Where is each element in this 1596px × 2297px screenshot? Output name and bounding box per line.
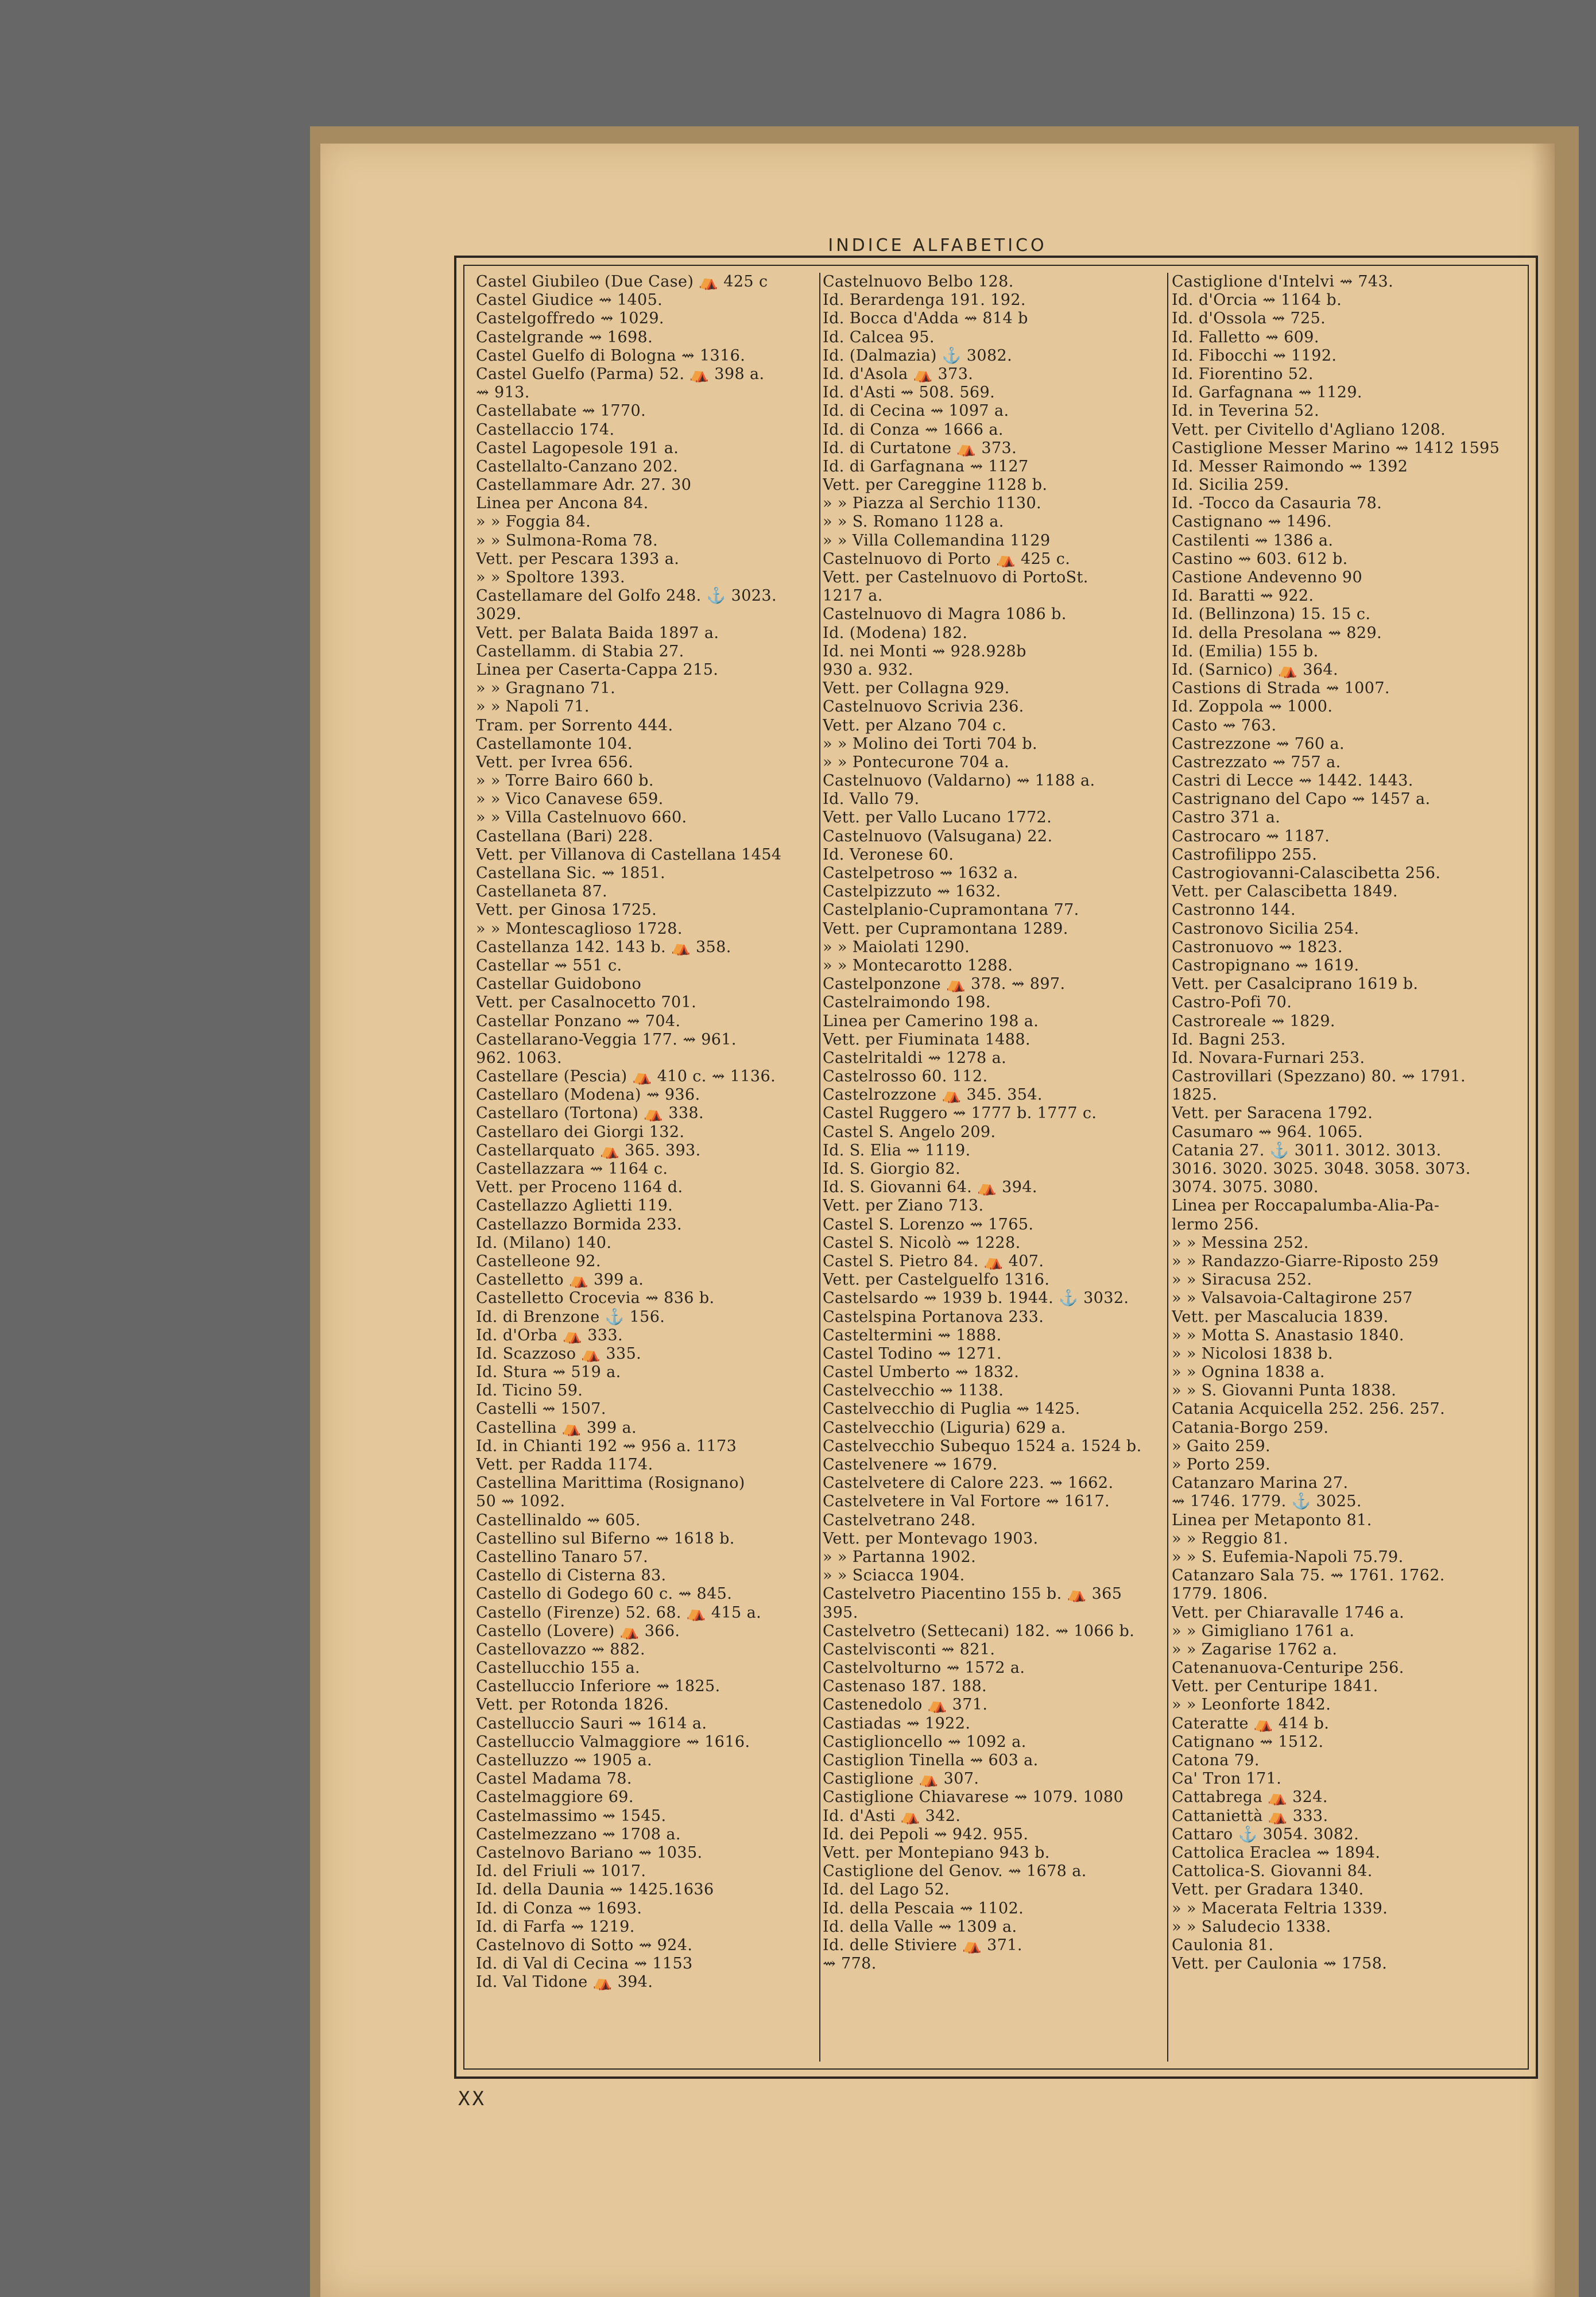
index-entry: Id. (Emilia) 155 b. (1172, 642, 1319, 660)
index-entry: Castelvecchio (Liguria) 629 a. (823, 1418, 1066, 1437)
index-entry: Id. S. Giorgio 82. (823, 1160, 961, 1178)
index-entry: Castel Todino ⇝ 1271. (823, 1344, 1002, 1363)
index-entry: » » Reggio 81. (1172, 1529, 1289, 1548)
index-entry: Id. in Teverina 52. (1172, 402, 1319, 420)
index-entry: Caulonia 81. (1172, 1936, 1274, 1954)
index-entry: Linea per Metaponto 81. (1172, 1511, 1372, 1529)
index-entry: Vett. per Saracena 1792. (1172, 1104, 1373, 1123)
index-entry: Castel Lagopesole 191 a. (476, 439, 679, 457)
index-entry: Castelvetere di Calore 223. ⇝ 1662. (823, 1474, 1114, 1492)
index-entry: » Porto 259. (1172, 1456, 1270, 1474)
index-entry: Cattaro ⚓ 3054. 3082. (1172, 1825, 1359, 1843)
index-entry: Castelnuovo di Porto ⛺ 425 c. (823, 550, 1071, 568)
index-entry: Castellaneta 87. (476, 883, 608, 901)
index-entry: Castellana (Bari) 228. (476, 827, 653, 845)
index-entry: Catania 27. ⚓ 3011. 3012. 3013. (1172, 1141, 1442, 1159)
index-entry: » » Saludecio 1338. (1172, 1917, 1331, 1936)
index-entry: Vett. per Alzano 704 c. (823, 716, 1007, 734)
index-entry: Id. d'Asola ⛺ 373. (823, 365, 974, 383)
page-number: XX (458, 2087, 486, 2110)
index-entry: Vett. per Gradara 1340. (1172, 1881, 1364, 1899)
index-entry: Castelli ⇝ 1507. (476, 1400, 606, 1418)
index-entry: Id. -Tocco da Casauria 78. (1172, 494, 1382, 513)
index-entry: Id. Bocca d'Adda ⇝ 814 b (823, 310, 1028, 328)
index-entry: Castellazzo Aglietti 119. (476, 1197, 673, 1215)
index-entry: Castri di Lecce ⇝ 1442. 1443. (1172, 772, 1413, 790)
index-entry: 1825. (1172, 1086, 1218, 1104)
index-entry: » » Messina 252. (1172, 1233, 1309, 1252)
index-entry: Castelnuovo (Valdarno) ⇝ 1188 a. (823, 772, 1095, 790)
index-entry: » » Valsavoia-Caltagirone 257 (1172, 1289, 1413, 1308)
index-entry: » » Maiolati 1290. (823, 938, 970, 956)
index-entry: Castelgrande ⇝ 1698. (476, 328, 653, 346)
index-entry: Vett. per Ginosa 1725. (476, 901, 657, 919)
index-entry: Id. (Modena) 182. (823, 624, 968, 642)
index-entry: Id. della Valle ⇝ 1309 a. (823, 1917, 1017, 1936)
index-entry: Castrovillari (Spezzano) 80. ⇝ 1791. (1172, 1068, 1466, 1086)
index-entry: » » Pontecurone 704 a. (823, 753, 1009, 771)
index-entry: » » S. Romano 1128 a. (823, 513, 1004, 531)
index-frame (454, 256, 1538, 2079)
index-entry: » » Piazza al Serchio 1130. (823, 494, 1042, 513)
index-entry: Catenanuova-Centuripe 256. (1172, 1659, 1404, 1677)
index-entry: Id. Vallo 79. (823, 790, 920, 809)
index-entry: Castelvecchio di Puglia ⇝ 1425. (823, 1400, 1080, 1418)
index-entry: Linea per Roccapalumba-Alia-Pa- (1172, 1197, 1440, 1215)
index-entry: » » Siracusa 252. (1172, 1271, 1312, 1289)
index-entry: Castellina Marittima (Rosignano) (476, 1474, 745, 1492)
index-entry: Vett. per Proceno 1164 d. (476, 1178, 683, 1197)
index-entry: Catanzaro Sala 75. ⇝ 1761. 1762. (1172, 1567, 1445, 1585)
index-entry: Castel Ruggero ⇝ 1777 b. 1777 c. (823, 1104, 1097, 1123)
index-entry: Castelraimondo 198. (823, 993, 991, 1012)
index-entry: Castelluzzo ⇝ 1905 a. (476, 1751, 652, 1769)
index-entry: Castelgoffredo ⇝ 1029. (476, 310, 664, 328)
index-entry: Vett. per Caulonia ⇝ 1758. (1172, 1955, 1388, 1973)
index-entry: Castrogiovanni-Calascibetta 256. (1172, 864, 1441, 882)
index-page (320, 144, 1555, 2297)
index-entry: Castellanza 142. 143 b. ⛺ 358. (476, 938, 731, 956)
index-entry: Id. di Conza ⇝ 1666 a. (823, 420, 1004, 439)
index-entry: 3029. (476, 605, 522, 624)
index-entry: Id. Fibocchi ⇝ 1192. (1172, 346, 1337, 365)
index-entry: Castiglione Messer Marino ⇝ 1412 1595 (1172, 439, 1500, 457)
index-entry: » » Villa Collemandina 1129 (823, 531, 1051, 550)
index-entry: Castello di Godego 60 c. ⇝ 845. (476, 1585, 733, 1603)
index-entry: Castino ⇝ 603. 612 b. (1172, 550, 1348, 568)
index-entry: » » Zagarise 1762 a. (1172, 1640, 1338, 1658)
index-entry: Id. (Dalmazia) ⚓ 3082. (823, 346, 1013, 365)
index-entry: Castignano ⇝ 1496. (1172, 513, 1332, 531)
index-entry: lermo 256. (1172, 1215, 1260, 1233)
index-entry: Id. Novara-Furnari 253. (1172, 1049, 1365, 1067)
index-entry: Casto ⇝ 763. (1172, 716, 1277, 734)
index-entry: » » S. Eufemia-Napoli 75.79. (1172, 1548, 1404, 1566)
index-entry: Vett. per Casalciprano 1619 b. (1172, 975, 1419, 993)
index-entry: Id. delle Stiviere ⛺ 371. (823, 1936, 1022, 1954)
index-entry: Id. della Pescaia ⇝ 1102. (823, 1899, 1024, 1917)
index-entry: 930 a. 932. (823, 660, 913, 679)
index-entry: Id. Scazzoso ⛺ 335. (476, 1344, 642, 1363)
index-entry: Castellamm. di Stabia 27. (476, 642, 684, 660)
index-entry: Id. d'Orba ⛺ 333. (476, 1326, 623, 1344)
index-entry: Catania Acquicella 252. 256. 257. (1172, 1400, 1446, 1418)
index-column-3 (1172, 273, 1528, 2062)
index-entry: 962. 1063. (476, 1049, 562, 1067)
index-entry: Castione Andevenno 90 (1172, 569, 1363, 586)
index-entry: Linea per Ancona 84. (476, 494, 649, 513)
index-entry: Castello (Lovere) ⛺ 366. (476, 1622, 680, 1640)
index-entry: Linea per Caserta-Cappa 215. (476, 660, 719, 679)
index-entry: Id. Stura ⇝ 519 a. (476, 1363, 621, 1382)
index-entry: Castelnuovo di Magra 1086 b. (823, 605, 1067, 624)
index-entry: » » Gragnano 71. (476, 679, 616, 698)
index-entry: » » Leonforte 1842. (1172, 1696, 1331, 1714)
index-entry: Id. di Garfagnana ⇝ 1127 (823, 457, 1029, 475)
index-entry: Vett. per Radda 1174. (476, 1456, 653, 1474)
index-entry: Id. di Cecina ⇝ 1097 a. (823, 402, 1009, 420)
index-entry: Vett. per Villanova di Castellana 1454 (476, 845, 782, 864)
index-entry: Castellovazzo ⇝ 882. (476, 1640, 645, 1658)
index-entry: Castelpetroso ⇝ 1632 a. (823, 864, 1018, 882)
index-entry: Id. Baratti ⇝ 922. (1172, 587, 1314, 605)
index-entry: Castelvetro (Settecani) 182. ⇝ 1066 b. (823, 1622, 1135, 1640)
index-entry: Tram. per Sorrento 444. (476, 716, 673, 734)
index-entry: Cattabrega ⛺ 324. (1172, 1788, 1328, 1807)
index-entry: Casteltermini ⇝ 1888. (823, 1326, 1002, 1344)
index-entry: ⇝ 778. (823, 1955, 877, 1973)
index-entry: Castelnuovo (Valsugana) 22. (823, 827, 1053, 845)
index-entry: » » Spoltore 1393. (476, 569, 625, 586)
index-entry: Cattaniettà ⛺ 333. (1172, 1807, 1328, 1825)
index-entry: Castelnovo Bariano ⇝ 1035. (476, 1843, 703, 1862)
index-entry: Castiglione d'Intelvi ⇝ 743. (1172, 273, 1394, 291)
index-entry: Id. Calcea 95. (823, 328, 935, 346)
index-entry: Cateratte ⛺ 414 b. (1172, 1714, 1330, 1733)
index-entry: Id. Berardenga 191. 192. (823, 291, 1026, 310)
index-entry: Castro 371 a. (1172, 809, 1281, 827)
index-entry: Castiglione Chiavarese ⇝ 1079. 1080 (823, 1788, 1124, 1807)
index-entry: » » Vico Canavese 659. (476, 790, 664, 809)
index-entry: Castellana Sic. ⇝ 1851. (476, 864, 665, 882)
index-entry: Castelnuovo Belbo 128. (823, 273, 1014, 291)
index-entry: Id. della Presolana ⇝ 829. (1172, 624, 1382, 642)
index-entry: Id. dei Pepoli ⇝ 942. 955. (823, 1825, 1029, 1843)
index-entry: Id. di Conza ⇝ 1693. (476, 1899, 642, 1917)
index-entry: Id. Sicilia 259. (1172, 476, 1289, 494)
index-entry: Castelluccio Sauri ⇝ 1614 a. (476, 1714, 707, 1733)
index-entry: Vett. per Ivrea 656. (476, 753, 634, 771)
index-entry: » » Molino dei Torti 704 b. (823, 734, 1038, 753)
index-entry: Castrocaro ⇝ 1187. (1172, 827, 1330, 845)
index-entry: Id. di Curtatone ⛺ 373. (823, 439, 1017, 457)
index-entry: Vett. per Rotonda 1826. (476, 1696, 669, 1714)
index-entry: Castrignano del Capo ⇝ 1457 a. (1172, 790, 1431, 809)
index-entry: » Gaito 259. (1172, 1437, 1271, 1455)
index-entry: Castrofilippo 255. (1172, 845, 1318, 864)
index-entry: Castelmaggiore 69. (476, 1788, 634, 1807)
index-entry: Id. (Bellinzona) 15. 15 c. (1172, 605, 1371, 624)
index-entry: Castronovo Sicilia 254. (1172, 919, 1359, 938)
index-entry: Castiglione ⛺ 307. (823, 1770, 979, 1788)
index-entry: Vett. per Castelnuovo di PortoSt. (823, 569, 1088, 586)
index-entry: » » S. Giovanni Punta 1838. (1172, 1382, 1397, 1400)
index-entry: Castel Giudice ⇝ 1405. (476, 291, 663, 310)
index-entry: Castellaccio 174. (476, 420, 615, 439)
index-entry: Ca' Tron 171. (1172, 1770, 1282, 1788)
index-entry: Castellazzo Bormida 233. (476, 1215, 683, 1233)
index-entry: » » Gimigliano 1761 a. (1172, 1622, 1355, 1640)
index-entry: Castellaro (Modena) ⇝ 936. (476, 1086, 700, 1104)
index-entry: Castenaso 187. 188. (823, 1677, 987, 1696)
index-entry: » » Sulmona-Roma 78. (476, 531, 658, 550)
index-entry: Vett. per Montevago 1903. (823, 1529, 1039, 1548)
index-entry: Id. d'Orcia ⇝ 1164 b. (1172, 291, 1342, 310)
index-entry: 1217 a. (823, 587, 883, 605)
index-entry: » » Randazzo-Giarre-Riposto 259 (1172, 1252, 1439, 1270)
index-entry: Castello (Firenze) 52. 68. ⛺ 415 a. (476, 1603, 762, 1622)
index-entry: Id. Garfagnana ⇝ 1129. (1172, 384, 1362, 402)
index-entry: » » Sciacca 1904. (823, 1567, 965, 1585)
index-entry: Castel Umberto ⇝ 1832. (823, 1363, 1020, 1382)
index-entry: Castilenti ⇝ 1386 a. (1172, 531, 1334, 550)
index-entry: Castelrosso 60. 112. (823, 1068, 988, 1086)
index-entry: Castelnovo di Sotto ⇝ 924. (476, 1936, 693, 1954)
index-entry: Castro-Pofi 70. (1172, 993, 1292, 1012)
index-entry: Vett. per Mascalucia 1839. (1172, 1308, 1389, 1326)
index-entry: Vett. per Castelguelfo 1316. (823, 1271, 1050, 1289)
index-entry: Id. di Val di Cecina ⇝ 1153 (476, 1955, 693, 1973)
running-head: INDICE ALFABETICO (828, 235, 1047, 256)
index-entry: Vett. per Civitello d'Agliano 1208. (1172, 420, 1446, 439)
index-entry: 3016. 3020. 3025. 3048. 3058. 3073. (1172, 1160, 1471, 1178)
index-entry: Castelleone 92. (476, 1252, 601, 1270)
index-entry: Id. Veronese 60. (823, 845, 954, 864)
index-entry: Castelvolturno ⇝ 1572 a. (823, 1659, 1025, 1677)
index-entry: Castelletto Crocevia ⇝ 836 b. (476, 1289, 715, 1308)
index-entry: Castellino sul Biferno ⇝ 1618 b. (476, 1529, 735, 1548)
index-entry: Castelluccio Inferiore ⇝ 1825. (476, 1677, 720, 1696)
index-entry: Castiadas ⇝ 1922. (823, 1714, 971, 1733)
index-entry: Castelnuovo Scrivia 236. (823, 698, 1024, 716)
index-entry: » » Montecarotto 1288. (823, 956, 1013, 975)
index-entry: Catona 79. (1172, 1751, 1260, 1769)
index-entry: Castel S. Nicolò ⇝ 1228. (823, 1233, 1021, 1252)
index-entry: Vett. per Vallo Lucano 1772. (823, 809, 1052, 827)
index-entry: Castelvetrano 248. (823, 1511, 976, 1529)
index-entry: Id. in Chianti 192 ⇝ 956 a. 1173 (476, 1437, 737, 1455)
index-entry: Castello di Cisterna 83. (476, 1567, 667, 1585)
index-entry: Id. Messer Raimondo ⇝ 1392 (1172, 457, 1408, 475)
index-entry: Castelspina Portanova 233. (823, 1308, 1044, 1326)
index-entry: Id. (Milano) 140. (476, 1233, 612, 1252)
index-entry: Castiglioncello ⇝ 1092 a. (823, 1733, 1026, 1751)
index-entry: Id. d'Ossola ⇝ 725. (1172, 310, 1326, 328)
index-entry: » » Foggia 84. (476, 513, 591, 531)
index-entry: Castellaro (Tortona) ⛺ 338. (476, 1104, 704, 1123)
index-entry: Castel Guelfo (Parma) 52. ⛺ 398 a. (476, 365, 765, 383)
index-entry: Castiglion Tinella ⇝ 603 a. (823, 1751, 1039, 1769)
index-entry: Castellinaldo ⇝ 605. (476, 1511, 641, 1529)
index-entry: Id. del Lago 52. (823, 1881, 950, 1899)
index-entry: Id. Ticino 59. (476, 1382, 583, 1400)
index-entry: 3074. 3075. 3080. (1172, 1178, 1319, 1197)
index-entry: Castellarano-Veggia 177. ⇝ 961. (476, 1030, 737, 1049)
index-entry: 395. (823, 1603, 858, 1622)
index-entry: Castelvecchio ⇝ 1138. (823, 1382, 1004, 1400)
index-entry: Castel S. Angelo 209. (823, 1123, 996, 1141)
index-entry: Castellarquato ⛺ 365. 393. (476, 1141, 701, 1159)
index-entry: Id. Zoppola ⇝ 1000. (1172, 698, 1333, 716)
index-entry: Id. d'Asti ⇝ 508. 569. (823, 384, 995, 402)
index-entry: Casumaro ⇝ 964. 1065. (1172, 1123, 1363, 1141)
index-entry: » » Macerata Feltria 1339. (1172, 1899, 1388, 1917)
index-entry: Id. della Daunia ⇝ 1425.1636 (476, 1881, 714, 1899)
index-entry: » » Partanna 1902. (823, 1548, 977, 1566)
index-entry: Castelritaldi ⇝ 1278 a. (823, 1049, 1007, 1067)
index-column-2 (823, 273, 1168, 2062)
index-entry: Castellammare Adr. 27. 30 (476, 476, 692, 494)
index-entry: Vett. per Ziano 713. (823, 1197, 984, 1215)
index-entry: ⇝ 1746. 1779. ⚓ 3025. (1172, 1492, 1362, 1511)
index-entry: Castellina ⛺ 399 a. (476, 1418, 637, 1437)
index-entry: Cattolica Eraclea ⇝ 1894. (1172, 1843, 1381, 1862)
index-entry: Castronuovo ⇝ 1823. (1172, 938, 1343, 956)
index-entry: Castellamare del Golfo 248. ⚓ 3023. (476, 587, 777, 605)
index-entry: Castel Madama 78. (476, 1770, 632, 1788)
index-entry: Castelvetro Piacentino 155 b. ⛺ 365 (823, 1585, 1122, 1603)
index-entry: Catania-Borgo 259. (1172, 1418, 1329, 1437)
index-entry: Id. Falletto ⇝ 609. (1172, 328, 1319, 346)
index-entry: Castel Guelfo di Bologna ⇝ 1316. (476, 346, 746, 365)
index-entry: Id. S. Giovanni 64. ⛺ 394. (823, 1178, 1037, 1197)
index-entry: Castelluccio Valmaggiore ⇝ 1616. (476, 1733, 750, 1751)
index-entry: 50 ⇝ 1092. (476, 1492, 565, 1511)
index-entry: Castellar Ponzano ⇝ 704. (476, 1012, 681, 1030)
index-entry: Castroreale ⇝ 1829. (1172, 1012, 1335, 1030)
index-entry: » » Napoli 71. (476, 698, 590, 716)
index-entry: Castelletto ⛺ 399 a. (476, 1271, 644, 1289)
index-entry: Linea per Camerino 198 a. (823, 1012, 1039, 1030)
index-entry: Castelrozzone ⛺ 345. 354. (823, 1086, 1043, 1104)
index-entry: Id. di Brenzone ⚓ 156. (476, 1308, 665, 1326)
index-entry: Castellar Guidobono (476, 975, 642, 993)
index-entry: Castellaro dei Giorgi 132. (476, 1123, 685, 1141)
index-entry: Cattolica-S. Giovanni 84. (1172, 1862, 1373, 1881)
index-entry: Castrezzato ⇝ 757 a. (1172, 753, 1341, 771)
index-entry: Castellucchio 155 a. (476, 1659, 641, 1677)
index-entry: Castel S. Pietro 84. ⛺ 407. (823, 1252, 1044, 1270)
index-entry: Id. del Friuli ⇝ 1017. (476, 1862, 646, 1881)
index-entry: Vett. per Collagna 929. (823, 679, 1010, 698)
index-entry: Castelsardo ⇝ 1939 b. 1944. ⚓ 3032. (823, 1289, 1129, 1308)
index-entry: Castelpizzuto ⇝ 1632. (823, 883, 1001, 901)
index-entry: Id. S. Elia ⇝ 1119. (823, 1141, 971, 1159)
index-entry: Castelvetere in Val Fortore ⇝ 1617. (823, 1492, 1110, 1511)
index-entry: Castellino Tanaro 57. (476, 1548, 649, 1566)
index-entry: Catignano ⇝ 1512. (1172, 1733, 1324, 1751)
index-entry: Vett. per Balata Baida 1897 a. (476, 624, 719, 642)
index-entry: Castel Giubileo (Due Case) ⛺ 425 c (476, 273, 768, 291)
index-entry: Castenedolo ⛺ 371. (823, 1696, 988, 1714)
index-entry: Castelmassimo ⇝ 1545. (476, 1807, 667, 1825)
index-entry: Catanzaro Marina 27. (1172, 1474, 1349, 1492)
index-entry: Castellare (Pescia) ⛺ 410 c. ⇝ 1136. (476, 1068, 776, 1086)
index-entry: » » Nicolosi 1838 b. (1172, 1344, 1333, 1363)
index-entry: Castelplanio-Cupramontana 77. (823, 901, 1079, 919)
index-entry: Vett. per Chiaravalle 1746 a. (1172, 1603, 1405, 1622)
index-entry: Vett. per Centuripe 1841. (1172, 1677, 1378, 1696)
index-entry: Id. di Farfa ⇝ 1219. (476, 1917, 635, 1936)
index-entry: Castelvisconti ⇝ 821. (823, 1640, 995, 1658)
index-entry: Castellamonte 104. (476, 734, 633, 753)
index-entry: Vett. per Montepiano 943 b. (823, 1843, 1050, 1862)
index-entry: Vett. per Cupramontana 1289. (823, 919, 1068, 938)
index-entry: Castrezzone ⇝ 760 a. (1172, 734, 1345, 753)
index-frame-inner (463, 265, 1529, 2070)
index-entry: Castelvecchio Subequo 1524 a. 1524 b. (823, 1437, 1142, 1455)
index-entry: Id. (Sarnico) ⛺ 364. (1172, 660, 1338, 679)
index-entry: Id. Val Tidone ⛺ 394. (476, 1973, 653, 1991)
index-entry: Vett. per Casalnocetto 701. (476, 993, 697, 1012)
index-column-1 (476, 273, 820, 2062)
index-entry: Castelponzone ⛺ 378. ⇝ 897. (823, 975, 1066, 993)
index-entry: Castellar ⇝ 551 c. (476, 956, 622, 975)
index-entry: Castel S. Lorenzo ⇝ 1765. (823, 1215, 1034, 1233)
index-entry: » » Motta S. Anastasio 1840. (1172, 1326, 1404, 1344)
index-entry: Vett. per Calascibetta 1849. (1172, 883, 1398, 901)
index-entry: Id. nei Monti ⇝ 928.928b (823, 642, 1026, 660)
index-entry: Castronno 144. (1172, 901, 1296, 919)
index-entry: Vett. per Pescara 1393 a. (476, 550, 680, 568)
index-entry: » » Montescaglioso 1728. (476, 919, 683, 938)
index-entry: Castellalto-Canzano 202. (476, 457, 679, 475)
index-entry: Castellazzara ⇝ 1164 c. (476, 1160, 668, 1178)
index-entry: » » Villa Castelnuovo 660. (476, 809, 687, 827)
index-entry: » » Torre Bairo 660 b. (476, 772, 654, 790)
index-entry: Castelmezzano ⇝ 1708 a. (476, 1825, 681, 1843)
index-entry: Castellabate ⇝ 1770. (476, 402, 646, 420)
index-entry: Castions di Strada ⇝ 1007. (1172, 679, 1390, 698)
index-entry: Id. Fiorentino 52. (1172, 365, 1314, 383)
index-entry: ⇝ 913. (476, 384, 530, 402)
index-entry: Castelvenere ⇝ 1679. (823, 1456, 998, 1474)
index-entry: Castropignano ⇝ 1619. (1172, 956, 1359, 975)
index-entry: Vett. per Fiuminata 1488. (823, 1030, 1031, 1049)
index-entry: Vett. per Careggine 1128 b. (823, 476, 1048, 494)
index-entry: Castiglione del Genov. ⇝ 1678 a. (823, 1862, 1087, 1881)
index-entry: Id. d'Asti ⛺ 342. (823, 1807, 961, 1825)
index-entry: 1779. 1806. (1172, 1585, 1268, 1603)
index-entry: » » Ognina 1838 a. (1172, 1363, 1325, 1382)
index-entry: Id. Bagni 253. (1172, 1030, 1286, 1049)
